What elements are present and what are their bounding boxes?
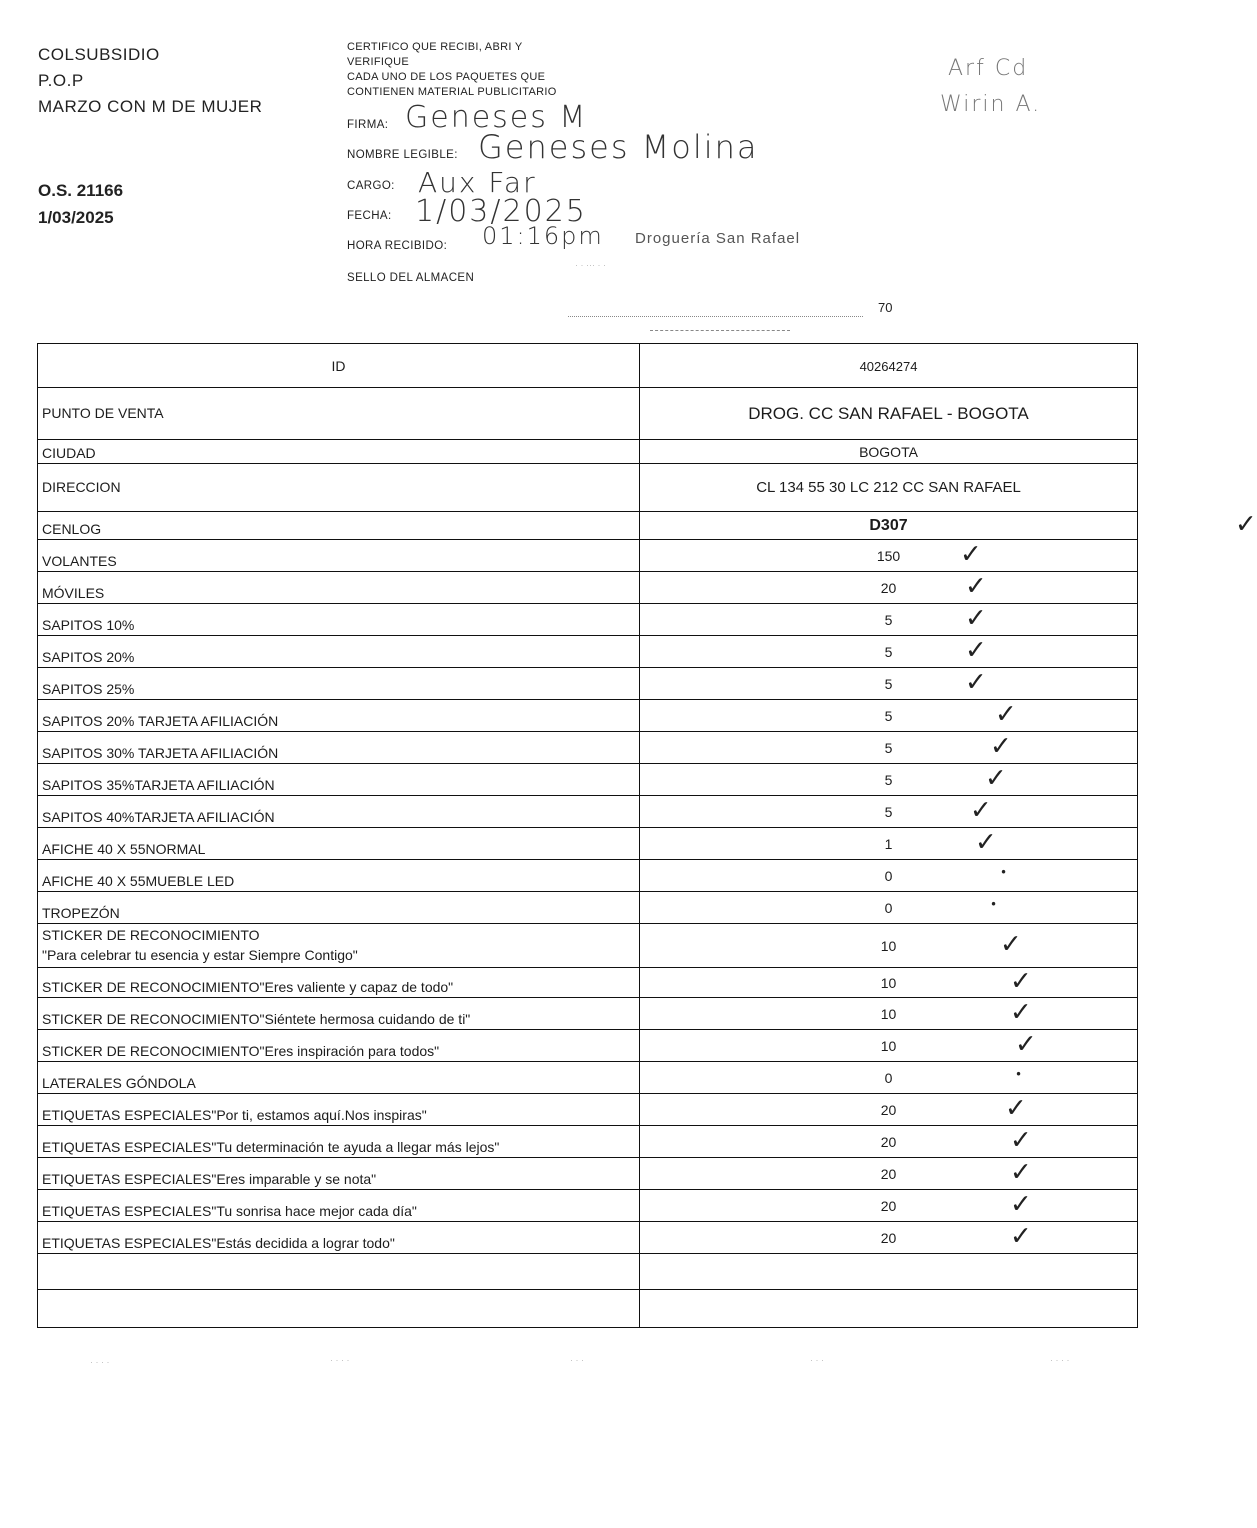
cert-line: CONTIENEN MATERIAL PUBLICITARIO (347, 86, 557, 98)
item-label: SAPITOS 40%TARJETA AFILIACIÓN (42, 809, 275, 825)
table-row (38, 860, 1138, 892)
item-qty-cell (640, 1222, 1138, 1254)
empty-cell (640, 1254, 1138, 1290)
material-code: P.O.P (38, 71, 84, 90)
item-qty: 5 (884, 611, 893, 628)
info-row (38, 464, 1138, 512)
item-label-cell (38, 892, 640, 924)
table-row (38, 732, 1138, 764)
id-value-cell (640, 344, 1138, 388)
item-label-cell (38, 828, 640, 860)
item-qty-cell (640, 636, 1138, 668)
scan-noise: · · · · (1050, 1355, 1070, 1365)
table-row (38, 1126, 1138, 1158)
check-mark-icon: ✓ (985, 763, 1007, 794)
item-label: STICKER DE RECONOCIMIENTO"Siéntete hermosa cuidando de ti" (42, 1011, 471, 1027)
info-row (38, 388, 1138, 440)
table-row (38, 668, 1138, 700)
table-header-row (38, 344, 1138, 388)
info-label: DIRECCION (38, 464, 640, 512)
table-row (38, 998, 1138, 1030)
item-qty: 5 (884, 675, 893, 692)
items-table (37, 343, 1257, 1328)
check-mark-icon: ✓ (1015, 1029, 1037, 1060)
dot-mark-icon: • (1000, 864, 1008, 879)
table-row (38, 604, 1138, 636)
item-label: SAPITOS 30% TARJETA AFILIACIÓN (42, 745, 279, 761)
item-label: SAPITOS 20% (42, 649, 135, 665)
item-qty: 20 (880, 1197, 897, 1214)
dot-mark-icon: • (990, 896, 998, 911)
table-row (38, 828, 1138, 860)
id-value: 40264274 (859, 358, 918, 374)
item-qty: 10 (880, 937, 897, 954)
item-qty-cell (640, 828, 1138, 860)
item-label: SAPITOS 35%TARJETA AFILIACIÓN (42, 777, 275, 793)
item-qty-cell (640, 1126, 1138, 1158)
order-number: O.S. 21166 (38, 181, 124, 200)
check-mark-icon: ✓ (995, 699, 1017, 730)
item-label-cell (38, 1062, 640, 1094)
item-label: ETIQUETAS ESPECIALES"Tu determinación te ayuda a llegar más lejos" (42, 1139, 500, 1155)
item-qty: 10 (880, 1037, 897, 1054)
scan-noise: · · · (570, 1355, 584, 1365)
dot-mark-icon: • (1015, 1066, 1023, 1081)
item-label-cell (38, 572, 640, 604)
table-row (38, 1094, 1138, 1126)
empty-row (38, 1254, 1138, 1290)
order-block (38, 177, 123, 231)
check-mark-icon: ✓ (965, 667, 987, 698)
info-value: D307 ✓ (640, 512, 1138, 540)
check-mark-icon: ✓ (975, 827, 997, 858)
item-qty-cell (640, 604, 1138, 636)
cert-line: CERTIFICO QUE RECIBI, ABRI Y (347, 41, 523, 53)
check-mark-icon: ✓ (1005, 1093, 1027, 1124)
empty-cell (640, 1290, 1138, 1328)
item-qty-cell (640, 892, 1138, 924)
info-value: CL 134 55 30 LC 212 CC SAN RAFAEL (640, 464, 1138, 512)
certification-statement (347, 40, 557, 100)
item-qty: 0 (884, 867, 893, 884)
item-qty: 20 (880, 1133, 897, 1150)
table-row (38, 764, 1138, 796)
table-row (38, 892, 1138, 924)
item-label-cell (38, 1158, 640, 1190)
table-row (38, 1062, 1138, 1094)
nombre-label: NOMBRE LEGIBLE: (347, 149, 458, 161)
item-label: SAPITOS 25% (42, 681, 135, 697)
table-row (38, 700, 1138, 732)
nombre-handwritten: Geneses Molina (478, 128, 759, 166)
item-label: STICKER DE RECONOCIMIENTO"Eres inspiración para todos" (42, 1043, 440, 1059)
item-qty: 5 (884, 803, 893, 820)
item-label: TROPEZÓN (42, 905, 120, 921)
stamp-smudge: · · ··· · · (575, 260, 606, 270)
scan-noise: · · · · (330, 1355, 350, 1365)
item-label: ETIQUETAS ESPECIALES"Estás decidida a lograr todo" (42, 1235, 395, 1251)
item-label: AFICHE 40 X 55MUEBLE LED (42, 873, 235, 889)
firma-label: FIRMA: (347, 119, 389, 131)
item-qty-cell (640, 1062, 1138, 1094)
item-qty: 20 (880, 1165, 897, 1182)
item-qty-cell (640, 796, 1138, 828)
table-row (38, 1222, 1138, 1254)
item-label-cell (38, 636, 640, 668)
item-label-cell (38, 968, 640, 998)
item-qty: 5 (884, 643, 893, 660)
item-label-cell (38, 1190, 640, 1222)
item-label: SAPITOS 10% (42, 617, 135, 633)
check-mark-icon: ✓ (990, 731, 1012, 762)
cert-line: VERIFIQUE (347, 56, 409, 68)
corner-note-2: Wirin A. (940, 92, 1042, 117)
item-label-cell (38, 860, 640, 892)
faint-underline (650, 330, 790, 331)
store-stamp: Droguería San Rafael (635, 230, 801, 247)
item-qty: 5 (884, 771, 893, 788)
check-mark-icon: ✓ (1010, 1221, 1032, 1252)
check-mark-icon: ✓ (1010, 966, 1032, 997)
table-row (38, 924, 1138, 968)
check-mark-icon: ✓ (970, 795, 992, 826)
item-label: VOLANTES (42, 553, 117, 569)
table-row (38, 796, 1138, 828)
table-row (38, 540, 1138, 572)
item-qty-cell (640, 1030, 1138, 1062)
table-row (38, 1030, 1138, 1062)
item-qty-cell (640, 572, 1138, 604)
item-label: ETIQUETAS ESPECIALES"Tu sonrisa hace mejor cada día" (42, 1203, 417, 1219)
item-label: ETIQUETAS ESPECIALES"Eres imparable y se nota" (42, 1171, 377, 1187)
item-qty-cell (640, 998, 1138, 1030)
fecha-label: FECHA: (347, 210, 392, 222)
item-label: MÓVILES (42, 585, 105, 601)
empty-cell (38, 1290, 640, 1328)
item-qty-cell (640, 860, 1138, 892)
item-qty-cell (640, 732, 1138, 764)
check-mark-icon: ✓ (965, 571, 987, 602)
item-qty-cell (640, 1094, 1138, 1126)
item-qty-cell (640, 1158, 1138, 1190)
page-number: 70 (878, 300, 893, 315)
table-row (38, 968, 1138, 998)
info-row (38, 440, 1138, 464)
item-label-cell (38, 998, 640, 1030)
info-label: PUNTO DE VENTA (38, 388, 640, 440)
item-qty: 20 (880, 579, 897, 596)
table-row (38, 1158, 1138, 1190)
dotted-line (568, 316, 863, 317)
item-label-cell (38, 796, 640, 828)
item-qty: 5 (884, 739, 893, 756)
item-label-cell (38, 668, 640, 700)
company-name: COLSUBSIDIO (38, 45, 160, 64)
info-label: CENLOG (38, 512, 640, 540)
firma-signature: Geneses M (405, 100, 588, 135)
scan-noise: · · · · (90, 1357, 110, 1367)
info-label: CIUDAD (38, 440, 640, 464)
empty-cell (38, 1254, 640, 1290)
item-qty: 10 (880, 974, 897, 991)
info-row (38, 512, 1138, 540)
item-label-cell (38, 764, 640, 796)
item-qty: 10 (880, 1005, 897, 1022)
item-label-cell (38, 700, 640, 732)
scan-noise: · · · (810, 1355, 824, 1365)
item-label: STICKER DE RECONOCIMIENTO (42, 927, 260, 943)
item-label: STICKER DE RECONOCIMIENTO"Eres valiente y capaz de todo" (42, 979, 454, 995)
info-value: DROG. CC SAN RAFAEL - BOGOTA (640, 388, 1138, 440)
cargo-label: CARGO: (347, 180, 395, 192)
hora-label: HORA RECIBIDO: (347, 240, 448, 252)
check-mark-icon: ✓ (1000, 929, 1022, 960)
item-qty-cell (640, 764, 1138, 796)
cert-line: CADA UNO DE LOS PAQUETES QUE (347, 71, 546, 83)
item-label: LATERALES GÓNDOLA (42, 1075, 196, 1091)
item-qty-cell (640, 668, 1138, 700)
check-mark-icon: ✓ (1235, 509, 1257, 540)
header-left (38, 42, 262, 120)
id-label: ID (331, 357, 346, 374)
sello-label: SELLO DEL ALMACEN (347, 272, 475, 284)
corner-note-1: Arf Cd (948, 56, 1029, 81)
item-qty: 0 (884, 899, 893, 916)
item-qty: 5 (884, 707, 893, 724)
fecha-handwritten: 1/03/2025 (415, 194, 587, 229)
item-qty: 0 (884, 1069, 893, 1086)
check-mark-icon: ✓ (1010, 1157, 1032, 1188)
check-mark-icon: ✓ (1010, 1189, 1032, 1220)
id-header-cell (38, 344, 640, 388)
item-qty-cell (640, 540, 1138, 572)
item-label-cell (38, 1222, 640, 1254)
check-mark-icon: ✓ (965, 635, 987, 666)
info-value: BOGOTA (640, 440, 1138, 464)
check-mark-icon: ✓ (960, 539, 982, 570)
campaign-name: MARZO CON M DE MUJER (38, 97, 263, 116)
cargo-handwritten: Aux Far (418, 166, 537, 199)
item-qty: 20 (880, 1229, 897, 1246)
item-label-cell (38, 604, 640, 636)
item-qty-cell (640, 968, 1138, 998)
item-label-cell (38, 540, 640, 572)
material-table (37, 343, 1257, 1328)
item-label: ETIQUETAS ESPECIALES"Por ti, estamos aquí.Nos inspiras" (42, 1107, 427, 1123)
item-qty: 20 (880, 1101, 897, 1118)
item-label-sub: "Para celebrar tu esencia y estar Siempre Contigo" (42, 947, 358, 963)
item-qty-cell (640, 700, 1138, 732)
item-qty: 150 (876, 547, 901, 564)
order-date: 1/03/2025 (38, 208, 114, 227)
item-label-cell (38, 1030, 640, 1062)
table-row (38, 1190, 1138, 1222)
item-label-cell (38, 1094, 640, 1126)
item-label-cell (38, 1126, 640, 1158)
item-qty-cell (640, 1190, 1138, 1222)
item-qty-cell (640, 924, 1138, 968)
table-row (38, 636, 1138, 668)
item-label: AFICHE 40 X 55NORMAL (42, 841, 206, 857)
hora-handwritten: 01:16pm (482, 222, 604, 250)
check-mark-icon: ✓ (1010, 1125, 1032, 1156)
item-label-cell (38, 924, 640, 968)
item-label-cell (38, 732, 640, 764)
check-mark-icon: ✓ (1010, 997, 1032, 1028)
item-qty: 1 (884, 835, 893, 852)
check-mark-icon: ✓ (965, 603, 987, 634)
table-row (38, 572, 1138, 604)
item-label: SAPITOS 20% TARJETA AFILIACIÓN (42, 713, 279, 729)
empty-row (38, 1290, 1138, 1328)
